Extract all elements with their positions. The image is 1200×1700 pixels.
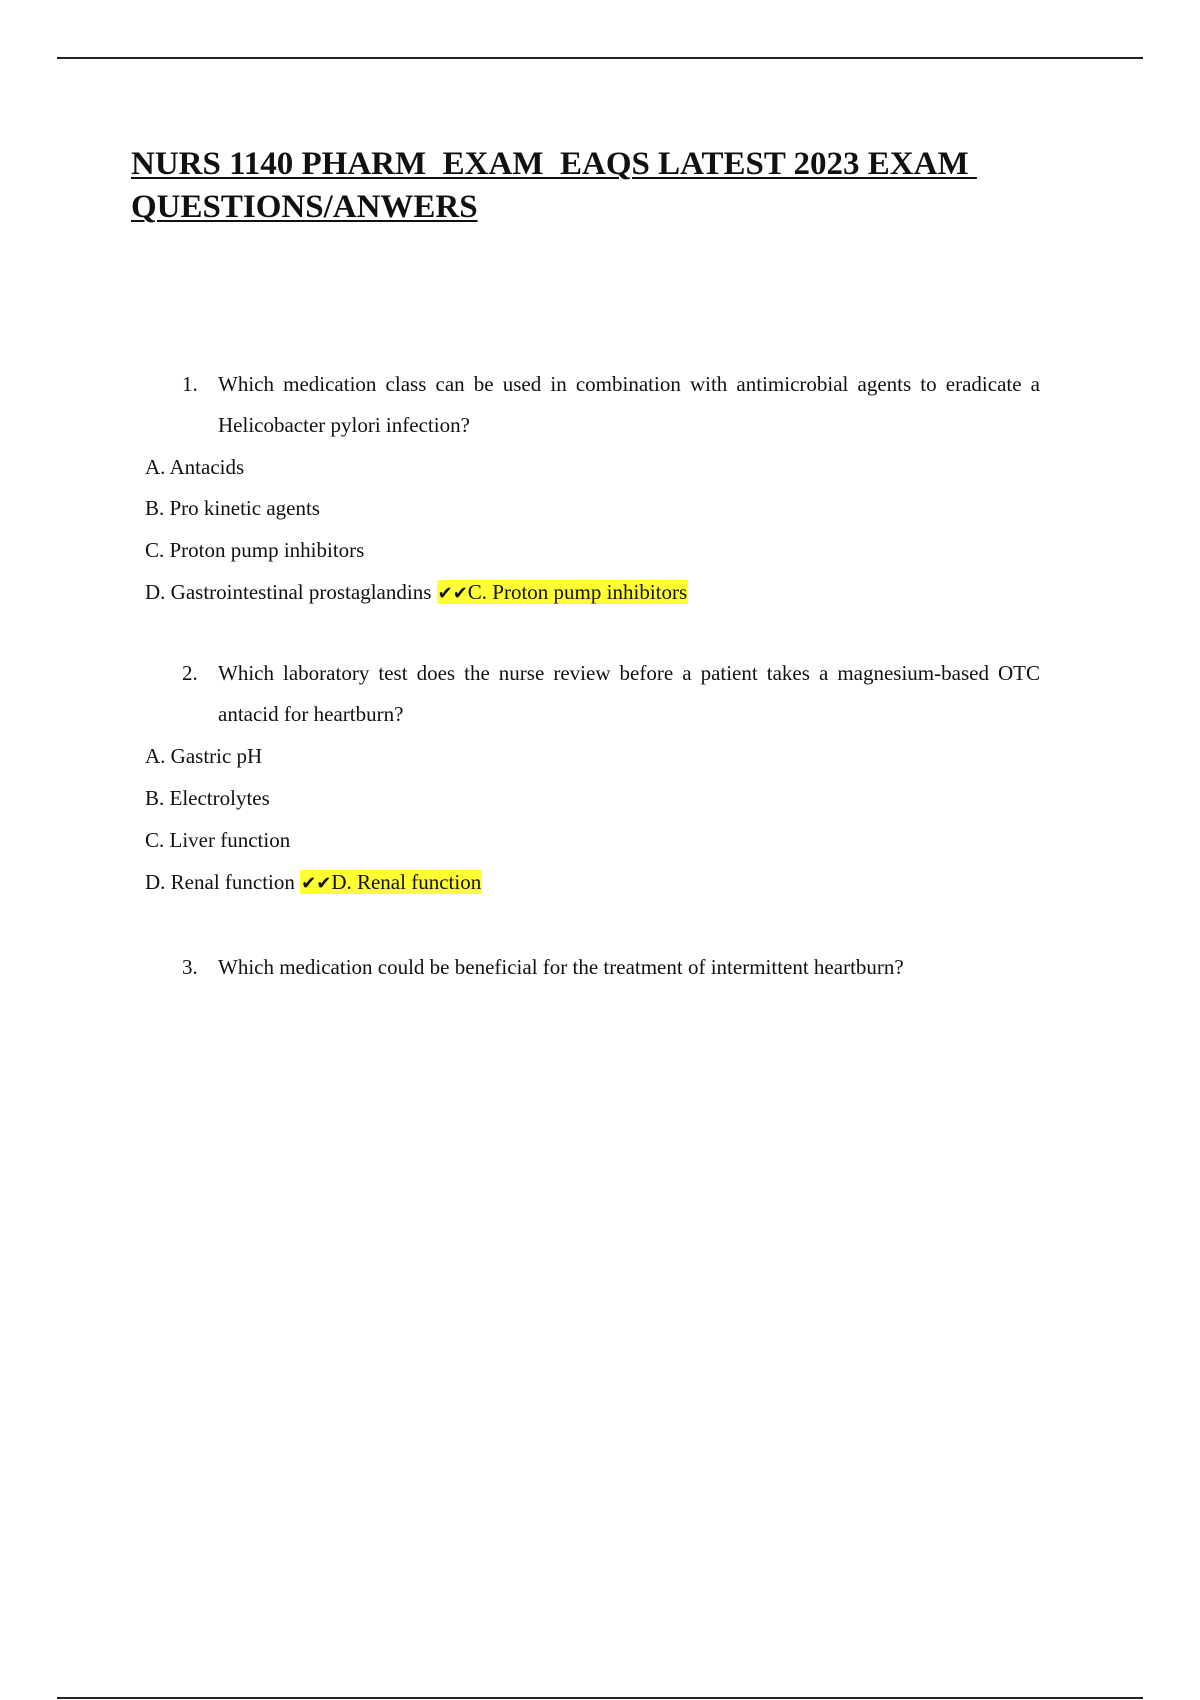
option-c: C. Liver function xyxy=(145,828,291,852)
question-3 xyxy=(182,947,1040,988)
option-b: B. Pro kinetic agents xyxy=(145,496,320,520)
question-number: 3. xyxy=(182,955,198,979)
answer-text: C. Proton pump inhibitors xyxy=(467,580,688,604)
question-number: 1. xyxy=(182,372,198,396)
double-check-icon: ✔✔ xyxy=(301,873,332,894)
option-d-label: D. Gastrointestinal prostaglandins xyxy=(145,580,432,604)
top-rule xyxy=(57,57,1143,59)
double-check-icon: ✔✔ xyxy=(437,583,468,604)
option-d xyxy=(145,578,688,608)
option-c: C. Proton pump inhibitors xyxy=(145,538,365,562)
option-a: A. Antacids xyxy=(145,455,245,479)
answer-highlight xyxy=(300,870,482,894)
question-text: Which medication class can be used in combination with antimicrobial agents to eradicate a Helicobacter pylori infection? xyxy=(218,372,1040,437)
question-number: 2. xyxy=(182,661,198,685)
option-b: B. Electrolytes xyxy=(145,786,270,810)
question-1 xyxy=(182,364,1040,446)
answer-highlight xyxy=(437,580,689,604)
option-d-label: D. Renal function xyxy=(145,870,295,894)
question-text: Which laboratory test does the nurse review before a patient takes a magnesium-based OTC antacid for heartburn? xyxy=(218,661,1040,726)
question-text: Which medication could be beneficial for the treatment of intermittent heartburn? xyxy=(218,955,904,979)
option-d xyxy=(145,868,482,898)
answer-text: D. Renal function xyxy=(331,870,482,894)
option-a: A. Gastric pH xyxy=(145,744,263,768)
question-2 xyxy=(182,653,1040,735)
bottom-rule xyxy=(57,1697,1143,1699)
document-title: NURS 1140 PHARM EXAM EAQS LATEST 2023 EXAM QUESTIONS/ANWERS xyxy=(131,146,969,225)
